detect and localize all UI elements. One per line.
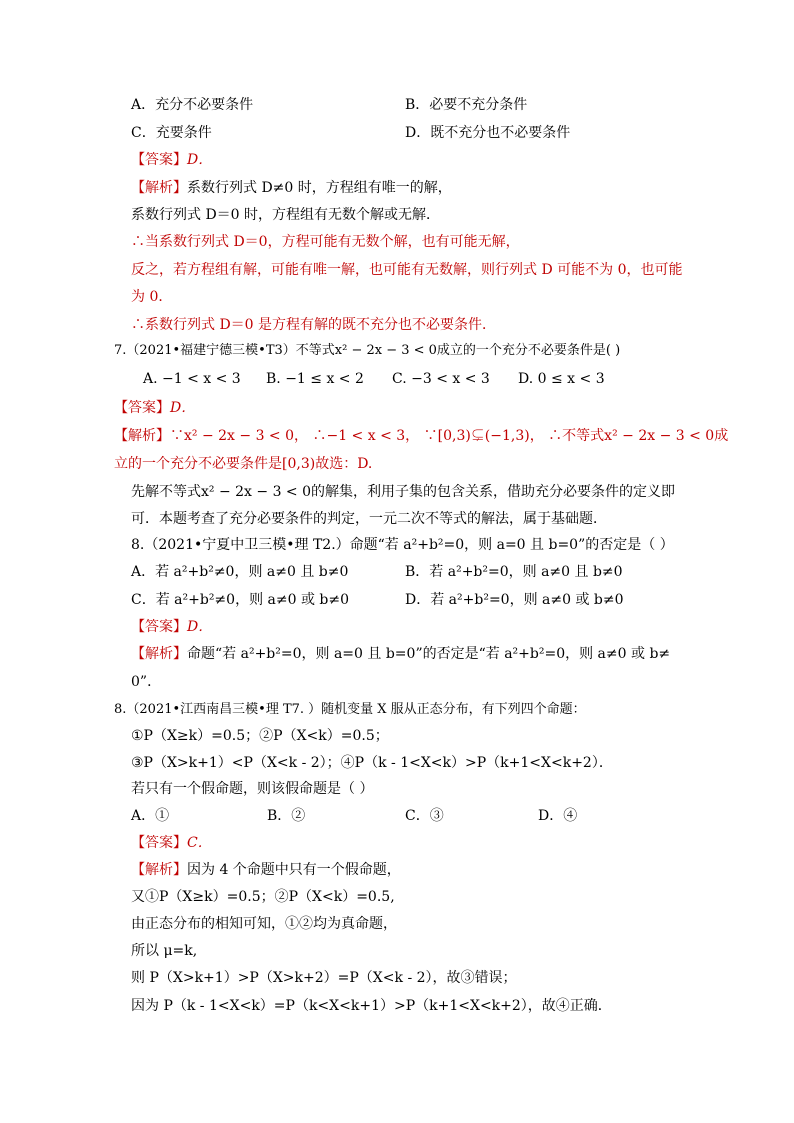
q6-option-c: C．充要条件	[131, 125, 212, 141]
q8b-proposition-2: ③P（X>k+1）<P（X<k - 2）；④P（k - 1<X<k）>P（k+1<X<k+2）．	[131, 755, 613, 771]
q8b-analysis-line-4: 所以 μ=k,	[131, 943, 198, 959]
answer-value: D．	[187, 152, 213, 168]
q8a-answer	[131, 617, 212, 637]
analysis-text: 命题“若 a²+b²=0，则 a=0 且 b=0”的否定是“若 a²+b²=0，则 a≠0 或 b≠	[187, 646, 671, 662]
q8b-option-b: B．②	[267, 808, 306, 824]
q7-option-a: A. −1 < x < 3	[143, 371, 241, 387]
answer-value: C．	[187, 835, 212, 851]
q8b-question: 若只有一个假命题，则该假命题是（ ）	[131, 781, 374, 797]
q7-option-d: D. 0 ≤ x < 3	[518, 371, 605, 387]
q7-analysis-line-3: 先解不等式x² − 2x − 3 < 0的解集，利用子集的包含关系，借助充分必要条件的定义即	[131, 484, 676, 500]
answer-label: 【答案】	[114, 400, 170, 416]
q6-option-d: D．既不充分也不必要条件	[405, 125, 571, 141]
analysis-label: 【解析】	[131, 180, 187, 196]
analysis-text: 系数行列式 D≠0 时，方程组有唯一的解，	[187, 180, 452, 196]
q8b-analysis-line-5: 则 P（X>k+1）>P（X>k+2）=P（X<k - 2），故③错误；	[131, 970, 517, 986]
q8b-analysis-line-3: 由正态分布的相知可知，①②均为真命题，	[131, 916, 397, 932]
analysis-label: 【解析】	[131, 646, 187, 662]
q6-analysis-line-4: 反之，若方程组有解，可能有唯一解，也可能有无数解，则行列式 D 可能不为 0，也可能	[131, 262, 683, 278]
q6-option-b: B．必要不充分条件	[405, 97, 528, 113]
q8b-analysis-line-1	[131, 860, 401, 880]
q8a-stem: 8.（2021•宁夏中卫三模•理 T2.）命题“若 a²+b²=0，则 a=0 且 b=0”的否定是（ ）	[131, 537, 674, 553]
q6-analysis-line-2: 系数行列式 D＝0 时，方程组有无数个解或无解．	[131, 207, 441, 223]
q8b-answer	[131, 833, 212, 853]
q6-analysis-line-1	[131, 178, 452, 198]
q6-analysis-line-3: ∴当系数行列式 D＝0，方程可能有无数个解，也有可能无解，	[131, 234, 520, 250]
q8b-analysis-line-2: 又①P（X≥k）=0.5；②P（X<k）=0.5,	[131, 889, 395, 905]
analysis-text: ∵x² − 2x − 3 < 0， ∴−1 < x < 3， ∵[0,3)⊊(−1,3)， ∴不等式x² − 2x − 3 < 0成	[170, 428, 729, 444]
q8a-option-d: D．若 a²+b²=0，则 a≠0 或 b≠0	[405, 592, 624, 608]
answer-label: 【答案】	[131, 152, 187, 168]
q7-analysis-line-1	[114, 426, 728, 446]
answer-value: D．	[187, 619, 213, 635]
q7-answer	[114, 398, 195, 418]
q8b-option-a: A．①	[131, 808, 170, 824]
answer-label: 【答案】	[131, 835, 187, 851]
q8a-analysis-line-2: 0”．	[131, 674, 162, 690]
analysis-text: 因为 4 个命题中只有一个假命题，	[187, 862, 401, 878]
q8a-option-a: A．若 a²+b²≠0，则 a≠0 且 b≠0	[131, 564, 349, 580]
q8a-analysis-line-1	[131, 644, 670, 664]
q8a-option-b: B．若 a²+b²=0，则 a≠0 且 b≠0	[405, 564, 623, 580]
answer-label: 【答案】	[131, 619, 187, 635]
q8b-option-d: D．④	[538, 808, 578, 824]
q7-option-b: B. −1 ≤ x < 2	[266, 371, 364, 387]
analysis-label: 【解析】	[114, 428, 170, 444]
q7-stem: 7.（2021•福建宁德三模•T3）不等式x² − 2x − 3 < 0成立的一个充分不必要条件是( )	[114, 343, 621, 358]
answer-value: D．	[170, 400, 196, 416]
q7-analysis-line-4: 可．本题考查了充分必要条件的判定，一元二次不等式的解法，属于基础题．	[131, 511, 607, 527]
q6-option-a: A．充分不必要条件	[131, 97, 254, 113]
q6-analysis-line-6: ∴系数行列式 D＝0 是方程有解的既不充分也不必要条件．	[131, 317, 497, 333]
q8b-option-c: C．③	[405, 808, 444, 824]
q8a-option-c: C．若 a²+b²≠0，则 a≠0 或 b≠0	[131, 592, 349, 608]
q8b-proposition-1: ①P（X≥k）=0.5；②P（X<k）=0.5；	[131, 728, 389, 744]
q8b-stem: 8.（2021•江西南昌三模•理 T7. ）随机变量 X 服从正态分布，有下列四个命题：	[114, 702, 586, 717]
q6-analysis-line-5: 为 0．	[131, 289, 173, 305]
analysis-label: 【解析】	[131, 862, 187, 878]
q7-analysis-line-2: 立的一个充分不必要条件是[0,3)故选：D.	[114, 456, 373, 472]
q7-option-c: C. −3 < x < 3	[392, 371, 490, 387]
q8b-analysis-line-6: 因为 P（k - 1<X<k）=P（k<X<k+1）>P（k+1<X<k+2），故④正确．	[131, 998, 612, 1014]
q6-answer	[131, 150, 212, 170]
